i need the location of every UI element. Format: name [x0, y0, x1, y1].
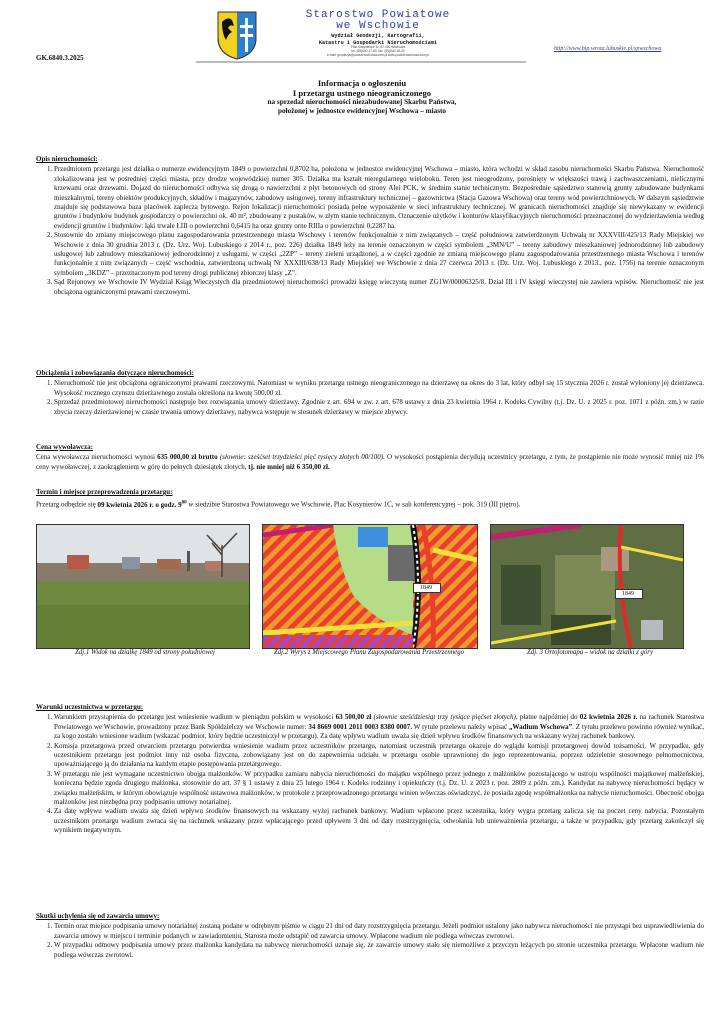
- text: O wysokości postąpienia decydują uczestnicy przetargu, z tym, że postąpienie nie może wynosić mniej niż 1% ceny wywoławczej, z zaokrągleniem w górę do pełnych dziesiątek złotych,: [36, 453, 705, 471]
- department-line2: Katastru i Gospodarki Nieruchomościami: [318, 40, 438, 46]
- orthophoto-image: [491, 525, 683, 648]
- section-evasion-consequences: [36, 912, 704, 960]
- section-starting-price: [36, 443, 704, 472]
- text: w siedzibie Starostwa Powiatowego we Wschowie, Plac Kosynierów 1C, w sali konferencyjnej – pok. 319 (III piętro).: [186, 500, 521, 509]
- text: Warunkiem przystąpienia do przetargu jest wniesienie wadium w pieniądzu polskim w wysokości: [54, 713, 336, 722]
- section-heading: Obciążenia i zobowiązania dotyczące nieruchomości:: [36, 369, 194, 377]
- list-item: 1. Termin oraz miejsce podpisania umowy notarialnej zostaną podane w odrębnym piśmie w ciągu 21 dni od daty rozstrzygnięcia przetargu. Jeżeli podmiot ustalony jako nabywca nieruchomości nie przystąpi bez usprawiedliwienia do zawarcia umowy w miejscu i terminie podanych w zawiadomieniu, Starosta może odstąpić od zawarcia umowy. Wpłacone wadium nie podlega wówczas zwrotowi.: [54, 922, 704, 941]
- title-line2: I przetargu ustnego nieograniczonego: [292, 88, 432, 98]
- title-line3: na sprzedaż nieruchomości niezabudowanej Skarbu Państwa,: [267, 98, 457, 106]
- price-value: 635 000,00 zł brutto: [157, 453, 218, 462]
- list-item: 2. Komisja przetargowa przed otwarciem przetargu potwierdza wniesienie wadium przez uczestników przetargu, natomiast uczestnik przetargu okazuje do wglądu komisji przetargowej dowód tożsamości. W przypadku, gdy uczestnikiem przetargu jest podmiot inny niż osoba fizyczna, zobowiązany jest on do zapewnienia udziału w przetargu osobie uprawnionej do jego reprezentowania, poprzez udzielenie stosownego pełnomocnictwa, upoważniającego ją do działania na każdym etapie postępowania przetargowego.: [54, 742, 704, 770]
- document-number: GK.6840.3.2025: [36, 54, 84, 62]
- text: :: [157, 912, 160, 920]
- list-item: 2. Sprzedaż przedmiotowej nieruchomości następuje bez rozwiązania umowy dzierżawy. Zgodnie z art. 694 w zw. z art. 678 ustawy z dnia 23 kwietnia 1964 r. Kodeks Cywilny (t.j. Dz. U. z 2025 r. poz. 1071 z późn. zm.) w razie zbycia rzeczy dzierżawionej w czasie trwania umowy dzierżawy, nabywca wstępuje w stosunek dzierżawy w miejsce zbywcy.: [54, 398, 704, 417]
- section-encumbrances: [36, 369, 704, 417]
- date-paragraph: [36, 498, 704, 510]
- list-item: [54, 713, 704, 741]
- section-date-place: [36, 488, 704, 510]
- list-item: 2. W przypadku odmowy podpisania umowy przez małżonka kandydata na nabywcę nieruchomości uznaje się, że zawarcie umowy stało się niemożliwe z przyczyn leżących po stronie uczestnika przetargu. Wpłacone wadium nie podlega wówczas zwrotowi.: [54, 941, 704, 960]
- organization-block: [268, 10, 488, 57]
- field-photo-image: [37, 525, 249, 648]
- deposit-deadline: 02 kwietnia 2026 r.: [579, 713, 638, 722]
- header-divider: [196, 61, 526, 63]
- price-paragraph: [36, 453, 704, 472]
- text: Skutki uchylenia się od zawarcia umowy: [36, 912, 158, 920]
- section-participation-conditions: [36, 703, 704, 836]
- caption-photo-2: Zdj.2 Wyrys z Miejscowego Planu Zagospodarowania Przestrzennego: [274, 649, 464, 656]
- address-line3: e-mail: geodezja@powiat.wschowa.com.pl www.powiat.wschowa.com.pl: [326, 52, 430, 57]
- list-item: 4. Za datę wpływu wadium uważa się dzień wpływu środków finansowych na wskazany wyżej rachunek bankowy. Wadium wpłacone przez uczestnika, który wygra przetarg zalicza się na poczet ceny nabycia. Pozostałym uczestnikom przetargu wadium zwraca się na rachunek wskazany przez wpłacającego przed upływem 3 dni od daty rozstrzygnięcia, odwołania lub unieważnienia przetargu, a także w przypadku, gdy przetarg zakończył się wynikiem negatywnym.: [54, 807, 704, 835]
- text: . Z tytułu przelewu powinno również wynikać, za kogo zostało wniesione wadium (wskazać podmiot, który będzie uczestniczył w przetargu). Za datę wpływu wadium uważa się dzień wpływu środków finansowych na wskazany wyżej rachunek bankowy.: [54, 722, 704, 741]
- bip-link[interactable]: http://www.bip.wrota.lubuskie.pl/spwschowa: [554, 46, 662, 52]
- text: na rachunek Starostwa Powiatowego we Wschowie, prowadzony przez Bank Spółdzielczy we Wschowie numer:: [54, 713, 704, 731]
- org-name-line1: Starostwo Powiatowe: [305, 9, 451, 21]
- list-item: 1. Przedmiotem przetargu jest działka o numerze ewidencyjnym 1849 o powierzchni 0,8702 ha, położona w jednostce ewidencyjnej Wschowa – miasto, która wchodzi w skład zasobu nieruchomości Skarbu Państwa. Nieruchomość zlokalizowana jest w pośredniej części miasta, przy drodze wojewódzkiej numer 305. Działka ma kształt nieregularnego wieloboku. Teren jest nieogrodzony, porośnięty w większości trawą i zachwaszczeniami, nielicznymi krzewami oraz drzewami. Dojazd do nieruchomości odbywa się drogą o nawierzchni z płyt betonowych od strony Alei PCK, w średnim stanie technicznym. Bezpośrednie sąsiedztwo stanowią grunty zabudowane budynkami mieszkalnymi, tereny obiektów produkcyjnych, składów i magazynów, zabudowy usługowej, tereny infrastruktury technicznej – gazownictwa (Stacja Gazowa Wschowa) oraz tereny wód powierzchniowych. W dalszym sąsiedztwie znajduje się podstawowa baza placówek zaplecza bytowego. Rejon lokalizacji nieruchomości posiada pełne wyposażenie w sieci infrastruktury technicznej. W granicach nieruchomości znajduje się niewykazany w ewidencji gruntów i budynków budynek gospodarczy o powierzchni ok. 40 m², zbudowany z pustaków, w złym stanie technicznym. Oznaczenie użytków i konturów klasyfikacyjnych nieruchomości przeznaczonej do wydzierżawienia według ewidencji gruntów i budynków: łąki trwałe ŁIII o powierzchni 0,6415 ha oraz grunty orne RIIIa o powierzchni 0,2287 ha.: [54, 165, 704, 231]
- section-heading: Opis nieruchomości:: [36, 155, 98, 163]
- org-name-line2: we Wschowie: [336, 20, 420, 32]
- text: Przetarg odbędzie się: [36, 500, 98, 509]
- photo-orthophoto: [490, 524, 684, 649]
- zoning-map-image: [263, 525, 477, 648]
- title-line4: położonej w jednostce ewidencyjnej Wschowa – miasto: [278, 107, 446, 115]
- letterhead: [0, 0, 724, 72]
- text: 09 kwietnia 2026 r. o godz. 9: [97, 500, 182, 509]
- section-heading: Termin i miejsce przeprowadzenia przetargu:: [36, 488, 173, 496]
- list-item: 3. Sąd Rejonowy we Wschowie IV Wydział Ksiąg Wieczystych dla przedmiotowej nieruchomości prowadzi księgę wieczystą numer ZG1W/00006325/8. Dział III i IV księgi wieczystej nie zawiera wpisów. Nieruchomość nie jest obciążona ograniczonymi prawami rzeczowymi.: [54, 278, 704, 297]
- caption-photo-3: Zdj. 3 Ortofotomapa – widok na działki z góry: [527, 649, 653, 656]
- section-heading: [36, 912, 704, 921]
- department-line1: Wydział Geodezji, Kartografii,: [331, 33, 425, 39]
- caption-photo-1: Zdj.1 Widok na działkę 1849 od strony południowej: [75, 649, 215, 656]
- text: W tytule przelewu należy wpisać: [412, 722, 509, 731]
- photo-zoning-plan: [262, 524, 478, 649]
- parcel-callout: 1849: [615, 589, 643, 599]
- auction-date: [98, 501, 187, 509]
- title-line1: Informacja o ogłoszeniu: [317, 78, 407, 88]
- list-item: 2. Stosownie do zmiany miejscowego planu zagospodarowania przestrzennego miasta Wschowy i terenów funkcjonalnie z nim związanych – część południowa zatwierdzonym Uchwałą nr XXXVIII/425/13 Rady Miejskiej we Wschowie z dnia 30 grudnia 2013 r. (Dz. Urz. Woj. Lubuskiego z 2014 r., poz. 226) działka 1849 leży na terenie oznaczonym w części symbolem „3MN/U” – tereny zabudowy mieszkaniowej jednorodzinnej lub zabudowy usługowej lub zabudowy mieszkaniowej jednorodzinnej z usługami, w części „2ZP” – tereny zieleni urządzonej, a w części zgodnie ze zmianą miejscowego planu zagospodarowania przestrzennego miasta Wschowa i terenów funkcjonalnie z nim związanych – część wschodnia, zatwierdzoną uchwałą Nr XXXIII/638/13 Rady Miejskiej we Wschowie z dnia 27 czerwca 2013 r. (Dz. Urz. Woj. Lubuskiego z 2013., poz. 1756) na terenie oznaczonym symbolem „3KDZ” – przeznaczonym pod tereny drogi publicznej zbiorczej klasy „Z”.: [54, 231, 704, 278]
- min-bid-value: tj. nie mniej niż 6 350,00 zł.: [248, 462, 330, 471]
- address-line1: Plac Kosynierów 1c, 67-400 Wschowa: [350, 45, 406, 49]
- deposit-amount: 63 500,00 zł: [335, 713, 372, 722]
- document-title: [0, 78, 724, 116]
- list-item: 3. W przetargu nie jest wymagane uczestnictwo obojga małżonków. W przypadku zamiaru nabycia nieruchomości do majątku wspólnego przez jednego z małżonków pozostającego w ustroju wspólności majątkowej małżeńskiej, konieczna będzie zgoda drugiego małżonka, stosownie do art. 37 § 1 ustawy z dnia 25 lutego 1964 r. Kodeks rodzinny i opiekuńczy (t.j. Dz. U. z 2023 r. poz. 2809 z późn. zm.). Kandydat na nabywcę nieruchomości będący w związku małżeńskim, w którym obowiązuje wspólność ustawowa małżonków, w protokole z przeprowadzonego przetargu winien wówczas oświadczyć, że posiada zgodę współmałżonka na nabycie nieruchomości. Obecność obojga małżonków jest niezbędna przy podpisaniu umowy notarialnej.: [54, 770, 704, 808]
- section-heading: Cena wywoławcza:: [36, 443, 93, 451]
- text: płatne najpóźniej do: [517, 713, 580, 722]
- address-line2: tel. (65)540-17-60, fax. (65)540-18-32: [351, 48, 405, 53]
- transfer-title: „Wadium Wschowa”: [508, 722, 573, 731]
- text: Cena wywoławcza nieruchomości wynosi: [36, 453, 158, 462]
- time-minutes: 00: [181, 500, 187, 506]
- photo-site-view: [36, 524, 250, 649]
- coat-of-arms-icon: [216, 10, 258, 60]
- bank-account-number: 34 8669 0001 2011 0003 8380 0007.: [308, 722, 412, 731]
- deposit-words: (słownie sześćdziesiąt trzy tysiące pięćset złotych),: [371, 713, 518, 722]
- section-heading: Warunki uczestnictwa w przetargu:: [36, 703, 144, 711]
- section-property-description: [36, 155, 704, 297]
- parcel-callout: 1849: [413, 583, 441, 593]
- price-words: (słownie: sześćset trzydzieści pięć tysięcy złotych 00/100).: [219, 453, 385, 462]
- list-item: 1. Nieruchomość nie jest obciążona ograniczonymi prawami rzeczowymi. Natomiast w wyniku przetargu ustnego nieograniczonego na dzierżawę na okres do 3 lat, który odbył się 15 stycznia 2026 r. został wyłoniony jej dzierżawca. Wysokość rocznego czynszu dzierżawnego została określona na kwotę 500,00 zł.: [54, 379, 704, 398]
